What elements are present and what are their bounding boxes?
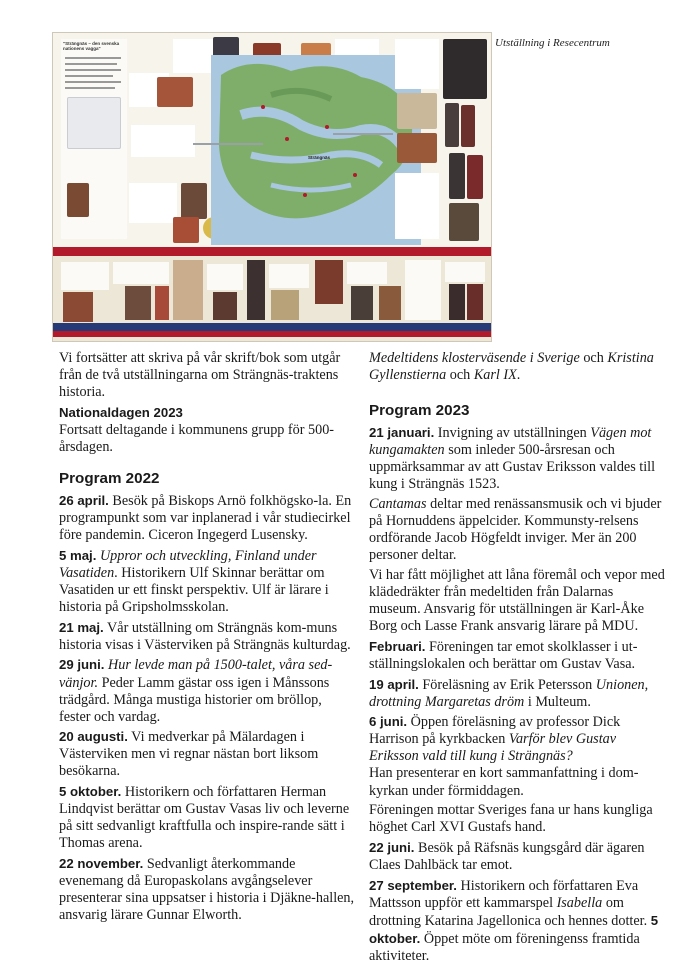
event-detail: Han presenterar en kort sammanfattning i dom-kyrkan under förmiddagen. [369,765,639,799]
castle-photo [157,77,193,107]
building-photo [173,217,199,243]
connector-line [193,143,263,145]
event-item [369,676,665,711]
church-photo [67,183,89,217]
event-item [59,855,355,924]
event-date: 5 oktober. [369,912,659,946]
poster-infobox [129,183,177,223]
continued-paragraph [369,350,665,384]
event-item [369,877,665,965]
poster-infobox [173,39,213,73]
event-title: Varför blev Gustav Eriksson vald till kung i Strängnäs? [369,731,617,765]
event-text: Vi medverkar på Mälardagen i Västerviken men vi regnar nästan bort liksom besökarna. [59,729,319,780]
event-item [59,492,355,544]
event-text: Föreläsning av Erik Petersson [418,676,596,693]
poster-infobox [395,173,439,239]
event-text: Öppet möte om föreningenss framtida aktiviteter. [369,930,640,964]
text-fragment: . [516,367,521,384]
left-column [59,350,355,927]
event-text: Sedvanligt återkommande evenemang då Europaskolans avgångselever presenterar sina uppsatser i historia i Djäkne-hallen, ansvarig lärare Gunnar Elworth. [59,855,355,924]
event-item [59,547,355,616]
event-date: 5 maj. [59,547,97,563]
ensemble-name: Cantamas [369,496,427,513]
program-2022-heading: Program 2022 [59,470,160,488]
event-title: Hur levde man på 1500-talet, våra sed-vänjor. [59,657,333,691]
program-2023-heading: Program 2023 [369,402,470,420]
map-pin [353,173,357,177]
poster-infobox [131,125,195,157]
poster-infobox [395,39,439,89]
event-detail [369,496,665,564]
event-item [369,424,665,493]
image-caption: Utställning i Resecentrum [495,37,610,49]
event-date: 29 juni. [59,657,105,673]
manor-photo [397,93,437,129]
event-date: Februari. [369,638,426,654]
event-title: Isabella [556,894,603,911]
event-text: Föreningen tar emot skolklasser i ut-ställningslokalen och berättar om Gustav Vasa. [369,638,638,672]
sweden-map-inset [67,97,121,149]
event-text: Besök på Biskops Arnö folkhögsko-la. En programpunkt som var inplanerad i vår studiecirkel före pandemin. Ciceron Ingegerd Lusensky. [59,493,352,544]
event-date: 26 april. [59,493,109,509]
figure-photo [461,105,475,147]
map-pin [261,105,265,109]
event-title: Kristina Gyllenstierna [369,350,654,384]
right-column [369,350,665,968]
event-item [59,783,355,852]
event-date: 22 november. [59,855,144,871]
event-date: 21 maj. [59,619,104,635]
event-item [369,839,665,874]
building-photo [181,183,207,219]
event-title: Karl IX [473,367,517,384]
map-pin [325,125,329,129]
event-title: Unionen, drottning Margaretas dröm [369,676,649,710]
strangnas-region-map [211,55,421,245]
intro-paragraph: Vi fortsätter att skriva på vår skrift/bok som utgår från de två utställningarna om Strängnäs-traktens historia. [59,350,341,401]
event-title: Medeltidens klosterväsende i Sverige [369,350,580,366]
church-photo [397,133,437,163]
event-text: Peder Lamm gästar oss igen i Månssons trädgård. Många mustiga historier om bröllop, fester och vardag. [59,674,330,725]
event-text: deltar med renässansmusik och vi bjuder på Hornuddens äppelcider. Kommunsty-relsens ordförande Jacob Högfeldt inviger. Mer än 200 personer deltar. [369,496,662,564]
event-date: 22 juni. [369,839,415,855]
event-item [59,728,355,780]
event-text: Invigning av utställningen [434,425,591,442]
event-date: 21 januari. [369,425,435,441]
gustav-vasa-portrait [443,39,487,99]
poster-title: "Strängnäs – den svenska nationens vagga" [63,41,120,51]
text-fragment: och [446,367,474,384]
event-date: 20 augusti. [59,729,128,745]
figure-photo [445,103,459,147]
event-item [369,638,665,673]
event-date: 27 september. [369,877,457,893]
event-text: Historikern och författaren Eva Mattsson uppför ett kammarspel [369,877,639,911]
text-fragment: och [579,350,608,366]
event-text: Besök på Räfsnäs kungsgård där ägaren Claes Dahlbäck tar emot. [369,839,645,873]
event-text: i Multeum. [524,693,591,710]
poster-divider [53,247,491,256]
map-pin [285,137,289,141]
map-pin [303,193,307,197]
figure-photo [449,153,465,199]
event-date: 19 april. [369,676,419,692]
map-place-label: Strängnäs [308,155,331,160]
nationaldagen-text: Fortsatt deltagande i kommunens grupp för 500-årsdagen. [59,421,335,455]
event-item [59,656,355,725]
event-title: Uppror och utveckling, Finland under Vasatiden [59,547,317,581]
event-text: Öppen föreläsning av professor Dick Harrison på kyrkbacken [369,714,621,748]
event-text: Historikern och författaren Herman Lindqvist berättar om Gustav Vasas liv och leverne på sitt sedvanligt kraftfulla och inspire-rande sätt i Thomas arena. [59,784,350,852]
poster-timeline [53,256,491,341]
event-date: 5 oktober. [59,784,122,800]
event-detail: Föreningen mottar Sveriges fana ur hans kungliga höghet Carl XVI Gustafs hand. [369,802,653,836]
figure-photo [467,155,483,199]
event-detail: Vi har fått möjlighet att låna föremål och vepor med klädedräkter från medeltiden från Dalarnas museum. Ansvarig för utställningen är Karl-Åke Borg och Lasse Frank ansvarig lärare på MDU. [369,566,665,635]
nationaldagen-heading: Nationaldagen 2023 [59,404,183,420]
event-title: Vägen mot kungamakten [369,425,652,459]
event-text: Vår utställning om Strängnäs kom-muns historia visas i Västerviken på Strängnäs kulturdag. [59,619,351,653]
event-text: . Historikern Ulf Skinnar berättar om Vasatiden ur ett finskt perspektiv. Ulf är lärare i historia på Gripsholmsskolan. [59,564,329,616]
connector-line [333,133,393,135]
event-text: som inleder 500-årsresan och uppmärksammar av att Gustav Eriksson valdes till kung i Strängnäs 1523. [369,442,656,493]
event-item [369,713,665,765]
event-item [59,619,355,654]
exhibition-image [52,32,492,342]
event-text: om drottning Katarina Jagellonica och hennes dotter. [369,894,651,929]
event-date: 6 juni. [369,714,408,730]
figure-photo [449,203,479,241]
